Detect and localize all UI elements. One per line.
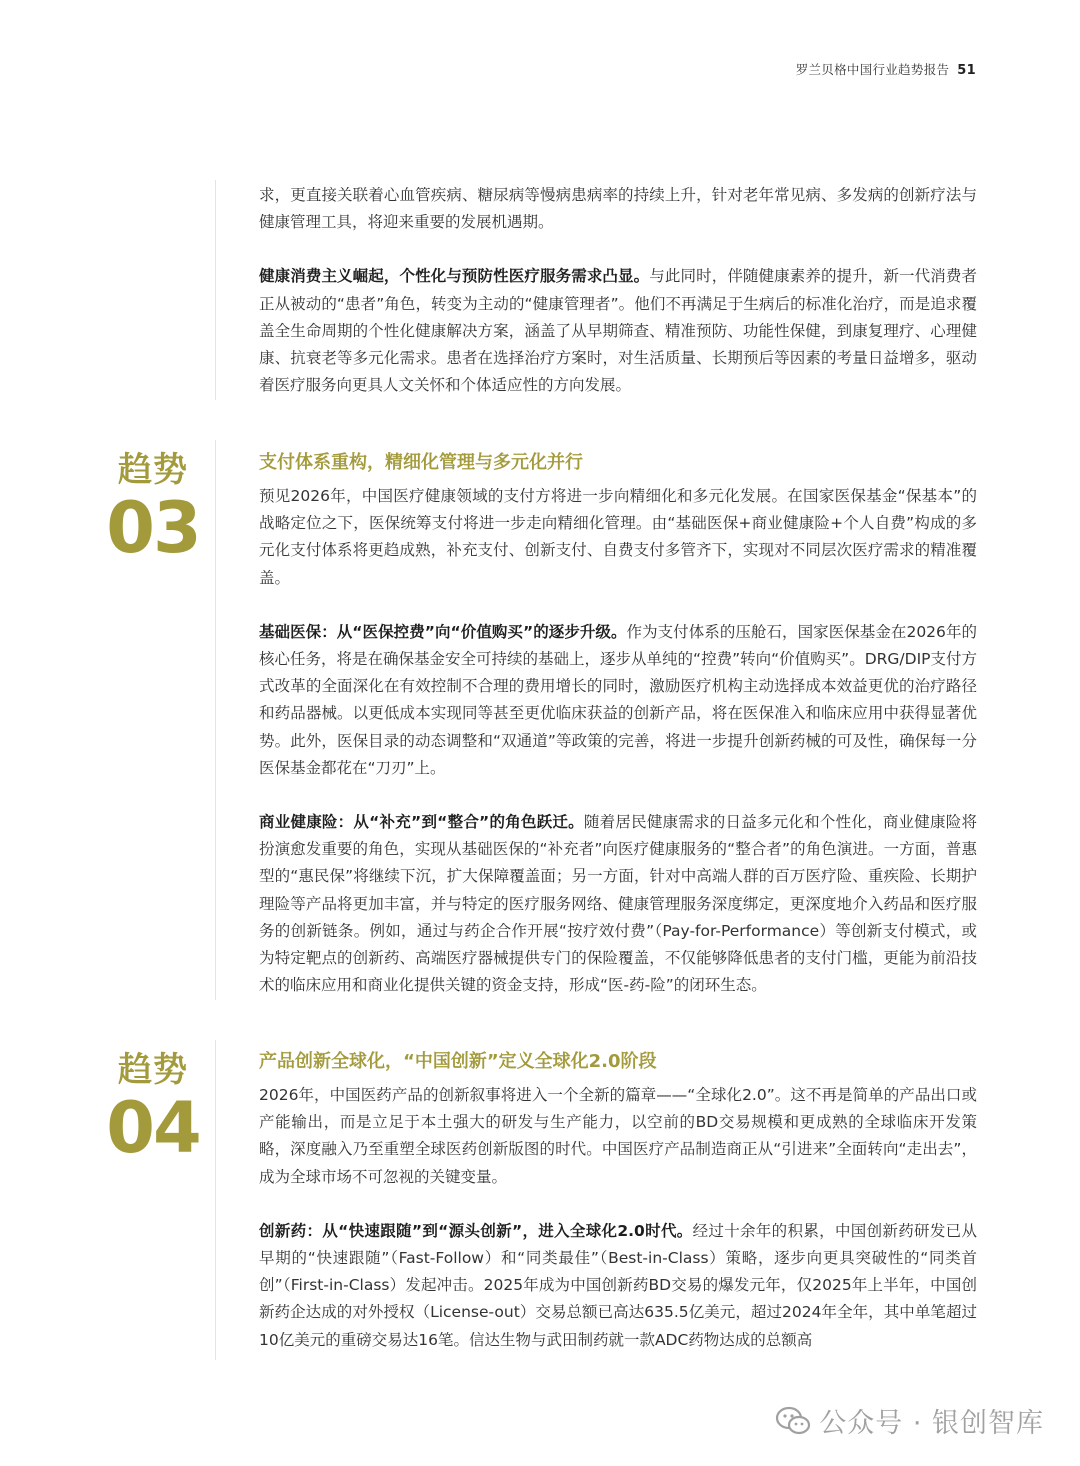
paragraph-body: 经过十余年的积累，中国创新药研发已从早期的“快速跟随”（Fast-Follow）和“同类最佳”（Best-in-Class）策略，逐步向更具突破性的“同类首创”（First-in-Class）发起冲击。2025年成为中国创新药BD交易的爆发元年，仅2025年上半年，中国创新药企达成的对外授权（License-out）交易总额已高达635.5亿美元，超过2024年全年，其中单笔超过10亿美元的重磅交易达16笔。信达生物与武田制药就一款ADC药物达成的总额高 bbox=[259, 1221, 977, 1349]
trend-number: 04 bbox=[106, 1087, 200, 1169]
trend-number: 03 bbox=[106, 487, 200, 569]
section-continuation bbox=[259, 182, 977, 399]
paragraph-body: 随着居民健康需求的日益多元化和个性化，商业健康险将扮演愈发重要的角色，实现从基础医保的“补充者”向医疗健康服务的“整合者”的角色演进。一方面，普惠型的“惠民保”将继续下沉，扩大保障覆盖面；另一方面，针对中高端人群的百万医疗险、重疾险、长期护理险等产品将更加丰富，并与特定的医疗服务网络、健康管理服务深度绑定，更深度地介入药品和医疗服务的创新链条。例如，通过与药企合作开展“按疗效付费”（Pay-for-Performance）等创新支付模式，或为特定靶点的创新药、高端医疗器械提供专门的保险覆盖，不仅能够降低患者的支付门槛，更能为前沿技术的临床应用和商业化提供关键的资金支持，形成“医-药-险”的闭环生态。 bbox=[259, 813, 977, 995]
section-title: 产品创新全球化，“中国创新”定义全球化2.0阶段 bbox=[259, 1051, 657, 1072]
paragraph bbox=[259, 263, 977, 399]
report-title: 罗兰贝格中国行业趋势报告 bbox=[795, 62, 950, 77]
paragraph: 预见2026年，中国医疗健康领域的支付方将进一步向精细化和多元化发展。在国家医保基金“保基本”的战略定位之下，医保统筹支付将进一步走向精细化管理。由“基础医保+商业健康险+个人自费”构成的多元化支付体系将更趋成熟，补充支付、创新支付、自费支付多管齐下，实现对不同层次医疗需求的精准覆盖。 bbox=[259, 487, 977, 587]
paragraph: 求，更直接关联着心血管疾病、糖尿病等慢病患病率的持续上升，针对老年常见病、多发病的创新疗法与健康管理工具，将迎来重要的发展机遇期。 bbox=[259, 186, 977, 232]
divider-line bbox=[215, 180, 216, 400]
watermark bbox=[775, 1401, 1044, 1440]
paragraph-lead: 商业健康险：从“补充”到“整合”的角色跃迁。 bbox=[259, 813, 584, 832]
paragraph-lead: 创新药：从“快速跟随”到“源头创新”，进入全球化2.0时代。 bbox=[259, 1221, 693, 1240]
page-number: 51 bbox=[957, 63, 976, 78]
paragraph bbox=[259, 1218, 977, 1354]
paragraph: 2026年，中国医药产品的创新叙事将进入一个全新的篇章——“全球化2.0”。这不再是简单的产品出口或产能输出，而是立足于本土强大的研发与生产能力，以空前的BD交易规模和更成熟的全球临床开发策略，深度融入乃至重塑全球医药创新版图的时代。中国医疗产品制造商正从“引进来”全面转向“走出去”，成为全球市场不可忽视的关键变量。 bbox=[259, 1086, 977, 1186]
paragraph bbox=[259, 619, 977, 782]
trend-04-label bbox=[104, 1050, 202, 1169]
paragraph-body: 作为支付体系的压舱石，国家医保基金在2026年的核心任务，将是在确保基金安全可持续的基础上，逐步从单纯的“控费”转向“价值购买”。DRG/DIP支付方式改革的全面深化在有效控制不合理的费用增长的同时，激励医疗机构主动选择成本效益更优的治疗路径和药品器械。以更低成本实现同等甚至更优临床获益的创新产品，将在医保准入和临床应用中获得显著优势。此外，医保目录的动态调整和“双通道”等政策的完善，将进一步提升创新药械的可及性，确保每一分医保基金都花在“刀刃”上。 bbox=[259, 622, 977, 777]
watermark-text: 公众号 · 银创智库 bbox=[819, 1408, 1044, 1439]
paragraph-lead: 基础医保：从“医保控费”向“价值购买”的逐步升级。 bbox=[259, 622, 627, 641]
divider-line bbox=[215, 1040, 216, 1360]
section-title: 支付体系重构，精细化管理与多元化并行 bbox=[259, 452, 583, 473]
paragraph bbox=[259, 809, 977, 999]
trend-03-label bbox=[104, 450, 202, 569]
wechat-icon bbox=[775, 1406, 811, 1436]
trend-04-section bbox=[259, 1048, 977, 1354]
paragraph-body: 与此同时，伴随健康素养的提升，新一代消费者正从被动的“患者”角色，转变为主动的“健康管理者”。他们不再满足于生病后的标准化治疗，而是追求覆盖全生命周期的个性化健康解决方案，涵盖了从早期筛查、精准预防、功能性保健，到康复理疗、心理健康、抗衰老等多元化需求。患者在选择治疗方案时，对生活质量、长期预后等因素的考量日益增多，驱动着医疗服务向更具人文关怀和个体适应性的方向发展。 bbox=[259, 267, 977, 395]
trend-03-section bbox=[259, 449, 977, 999]
page-header bbox=[796, 60, 976, 78]
paragraph-lead: 健康消费主义崛起，个性化与预防性医疗服务需求凸显。 bbox=[259, 267, 650, 286]
divider-line bbox=[215, 440, 216, 1000]
trend-word: 趋势 bbox=[118, 1050, 188, 1090]
trend-word: 趋势 bbox=[118, 450, 188, 490]
